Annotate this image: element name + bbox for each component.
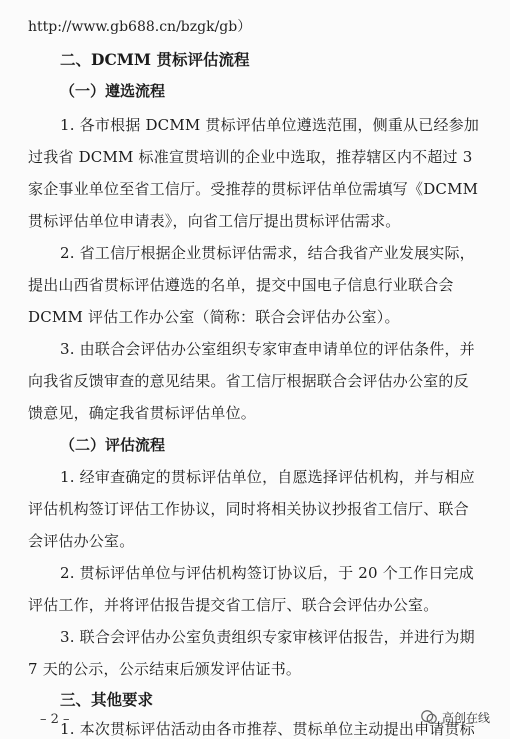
wechat-icon <box>420 708 438 726</box>
paragraph-line: 提出山西省贯标评估遵选的名单，提交中国电子信息行业联合会 <box>28 276 454 294</box>
paragraph-line: 2. 省工信厅根据企业贯标评估需求，结合我省产业发展实际， <box>60 244 475 262</box>
section-heading-3: 三、其他要求 <box>60 690 154 709</box>
paragraph-line: 会评估办公室。 <box>28 532 135 550</box>
watermark-logo <box>420 708 490 726</box>
paragraph-line: 评估机构签订评估工作协议，同时将相关协议抄报省工信厅、联合 <box>28 500 469 518</box>
page-number: – 2 – <box>40 712 70 727</box>
section-heading-2: 二、DCMM 贯标评估流程 <box>60 50 250 69</box>
paragraph-line: 过我省 DCMM 标准宣贯培训的企业中选取，推荐辖区内不超过 3 <box>28 148 473 166</box>
paragraph-line: 1. 本次贯标评估活动由各市推荐、贯标单位主动提出申请贯标 <box>60 720 475 738</box>
paragraph-line: DCMM 评估工作办公室（简称：联合会评估办公室）。 <box>28 308 400 326</box>
paragraph-line: 评估工作，并将评估报告提交省工信厅、联合会评估办公室。 <box>28 596 439 614</box>
source-url: http://www.gb688.cn/bzgk/gb） <box>28 19 252 35</box>
paragraph-line: 家企事业单位至省工信厅。受推荐的贯标评估单位需填写《DCMM <box>28 180 479 198</box>
paragraph-line: 3. 由联合会评估办公室组织专家审查申请单位的评估条件，并 <box>60 340 475 358</box>
paragraph-line: 2. 贯标评估单位与评估机构签订协议后，于 20 个工作日完成 <box>60 564 474 582</box>
paragraph-line: 1. 各市根据 DCMM 贯标评估单位遵选范围，侧重从已经参加 <box>60 116 480 134</box>
watermark-text: 高创在线 <box>442 710 491 725</box>
paragraph-line: 馈意见，确定我省贯标评估单位。 <box>28 404 257 422</box>
paragraph-line: 7 天的公示，公示结束后颁发评估证书。 <box>28 660 302 678</box>
subsection-heading-2: （二）评估流程 <box>60 436 166 454</box>
paragraph-line: 1. 经审查确定的贯标评估单位，自愿选择评估机构，并与相应 <box>60 468 475 486</box>
subsection-heading-1: （一）遵选流程 <box>60 82 166 100</box>
paragraph-line: 向我省反馈审查的意见结果。省工信厅根据联合会评估办公室的反 <box>28 372 469 390</box>
paragraph-line: 贯标评估单位申请表》，向省工信厅提出贯标评估需求。 <box>28 212 401 230</box>
paragraph-line: 3. 联合会评估办公室负责组织专家审核评估报告，并进行为期 <box>60 628 475 646</box>
